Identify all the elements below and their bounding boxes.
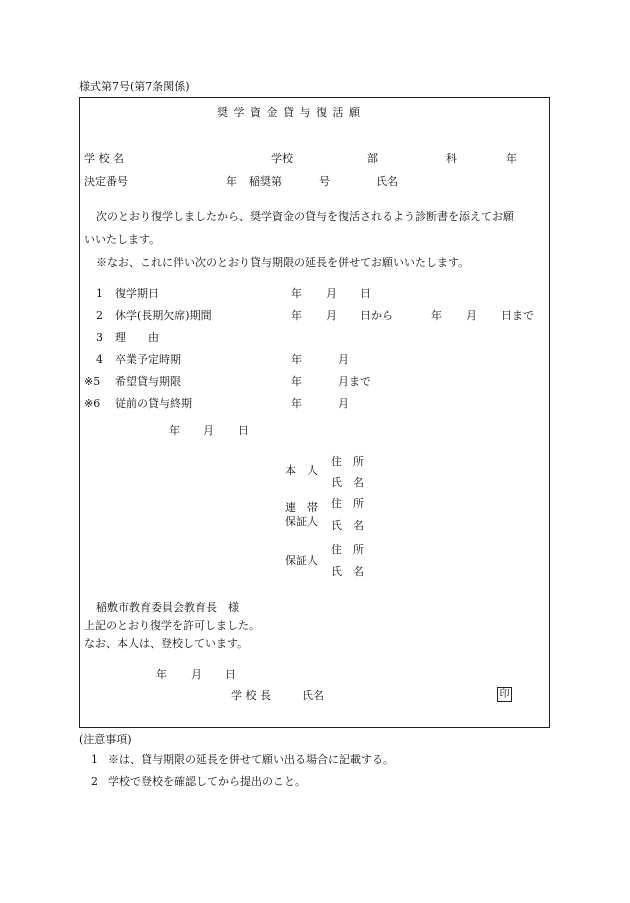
year-suffix: 年: [291, 375, 302, 388]
item-number: 2: [96, 309, 103, 322]
course-suffix: 科: [446, 152, 457, 165]
joint-guarantor-role-label: 連 帯: [285, 501, 318, 514]
guarantor-role-label: 保証人: [285, 554, 318, 567]
month-until-suffix: 月まで: [338, 375, 371, 388]
permission-day-suffix: 日: [225, 668, 236, 681]
school-suffix: 学校: [271, 152, 293, 165]
year-suffix: 年: [291, 397, 302, 410]
from-day-suffix: 日から: [360, 309, 393, 322]
note-number: 2: [91, 775, 98, 788]
addressee: 稲敷市教育委員会教育長 様: [96, 601, 239, 614]
item-label-return-date: 復学期日: [115, 287, 159, 300]
day-suffix: 日: [360, 287, 371, 300]
grade-suffix: 年: [506, 152, 517, 165]
principal-name-label: 氏名: [302, 689, 324, 702]
note-number: 1: [91, 753, 98, 766]
decision-number-suffix: 号: [319, 175, 330, 188]
application-month-suffix: 月: [203, 424, 214, 437]
item-label-leave-period: 休学(長期欠席)期間: [115, 309, 212, 322]
item-label-desired-term: 希望貸与期限: [115, 375, 181, 388]
year-suffix: 年: [291, 353, 302, 366]
request-paragraph-line2: いいたします。: [84, 233, 161, 246]
note-text: ※は、貸与期限の延長を併せて願い出る場合に記載する。: [108, 753, 394, 766]
joint-guarantor-role-label-2: 保証人: [285, 515, 318, 528]
to-day-suffix: 日まで: [501, 309, 534, 322]
from-year-suffix: 年: [291, 309, 302, 322]
to-year-suffix: 年: [431, 309, 442, 322]
seal-mark: 印: [497, 687, 512, 702]
joint-guarantor-name-label: 氏 名: [331, 519, 364, 532]
applicant-role-label: 本 人: [285, 464, 318, 477]
joint-guarantor-address-label: 住 所: [331, 497, 364, 510]
applicant-address-label: 住 所: [331, 455, 364, 468]
item-label-reason: 理 由: [115, 331, 159, 344]
month-suffix: 月: [338, 397, 349, 410]
year-suffix: 年: [291, 287, 302, 300]
form-title: 奨 学 資 金 貸 与 復 活 願: [217, 106, 361, 119]
applicant-name-label: 氏 名: [331, 476, 364, 489]
application-form-box: [79, 97, 550, 728]
principal-label: 学 校 長: [231, 689, 271, 702]
item-label-previous-term: 従前の貸与終期: [115, 397, 192, 410]
month-suffix: 月: [338, 353, 349, 366]
item-number: ※6: [84, 397, 101, 410]
extension-note: ※なお、これに伴い次のとおり貸与期限の延長を併せてお願いいたします。: [96, 256, 470, 269]
item-label-graduation: 卒業予定時期: [115, 353, 181, 366]
request-paragraph-line1: 次のとおり復学しましたから、奨学資金の貸与を復活されるよう診断書を添えてお願: [96, 210, 514, 223]
from-month-suffix: 月: [326, 309, 337, 322]
notes-heading: (注意事項): [79, 733, 132, 746]
application-day-suffix: 日: [238, 424, 249, 437]
note-text: 学校で登校を確認してから提出のこと。: [108, 775, 306, 788]
permission-line1: 上記のとおり復学を許可しました。: [84, 619, 260, 632]
month-suffix: 月: [326, 287, 337, 300]
permission-year-suffix: 年: [156, 668, 167, 681]
item-number: 4: [96, 353, 103, 366]
to-month-suffix: 月: [466, 309, 477, 322]
department-suffix: 部: [367, 152, 378, 165]
decision-name-label: 氏名: [376, 175, 398, 188]
school-name-label: 学 校 名: [84, 152, 124, 165]
application-year-suffix: 年: [169, 424, 180, 437]
form-number: 様式第7号(第7条関係): [79, 80, 190, 93]
decision-number-prefix: 稲奨第: [249, 175, 282, 188]
permission-line2: なお、本人は、登校しています。: [84, 637, 249, 650]
item-number: 3: [96, 331, 103, 344]
guarantor-address-label: 住 所: [331, 543, 364, 556]
guarantor-name-label: 氏 名: [331, 565, 364, 578]
item-number: ※5: [84, 375, 101, 388]
decision-number-label: 決定番号: [84, 175, 128, 188]
item-number: 1: [96, 287, 103, 300]
permission-month-suffix: 月: [191, 668, 202, 681]
decision-year-suffix: 年: [226, 175, 237, 188]
